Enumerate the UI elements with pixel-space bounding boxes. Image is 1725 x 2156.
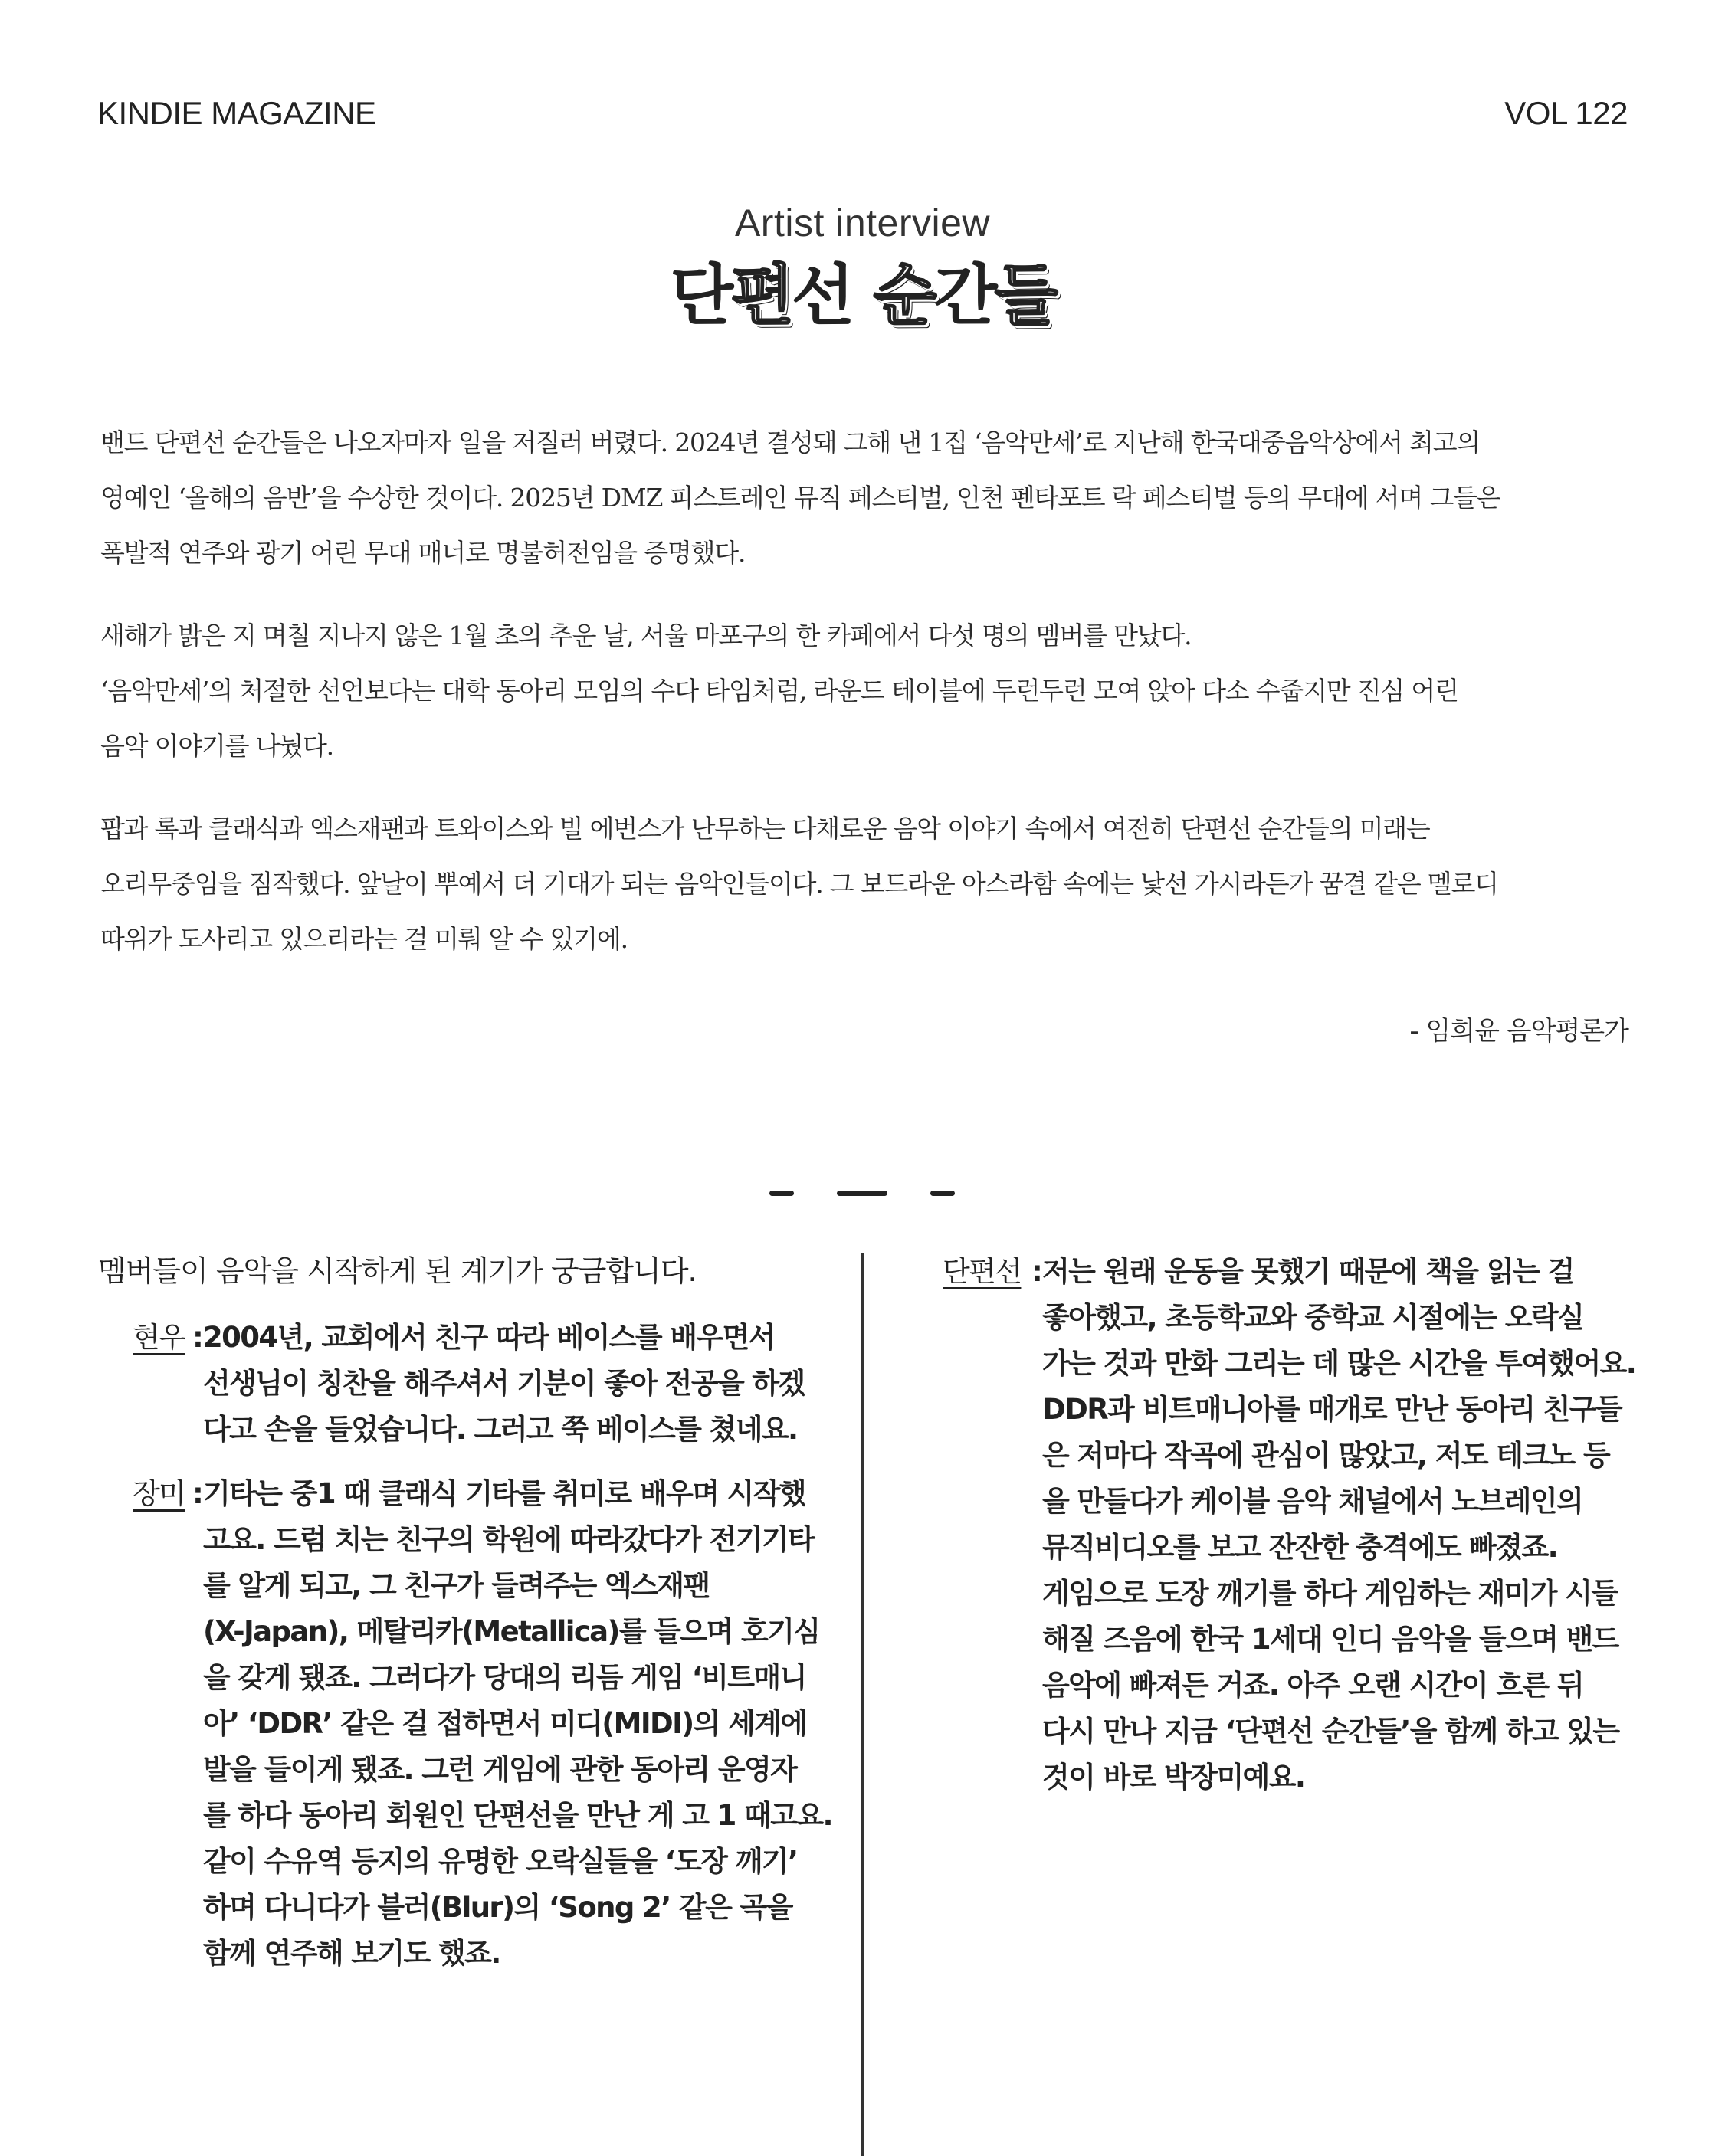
- magazine-name: KINDIE MAGAZINE: [97, 95, 376, 131]
- speaker-colon: :: [1031, 1255, 1042, 1288]
- answer-line: 고요. 드럼 치는 친구의 학원에 따라갔다가 전기기타: [203, 1523, 815, 1556]
- author-byline: - 임희윤 음악평론가: [1409, 1016, 1628, 1047]
- article-title: [0, 257, 1725, 334]
- answer-line: 뮤직비디오를 보고 잔잔한 충격에도 빠졌죠.: [1042, 1531, 1558, 1564]
- answer-line: (X-Japan), 메탈리카(Metallica)를 들으며 호기심: [203, 1615, 820, 1648]
- answer-line: 을 갖게 됐죠. 그러다가 당대의 리듬 게임 ‘비트매니: [203, 1661, 806, 1694]
- answer-line: 은 저마다 작곡에 관심이 많았고, 저도 테크노 등: [1042, 1439, 1610, 1472]
- intro-line: 따위가 도사리고 있으리라는 걸 미뤄 알 수 있기에.: [100, 924, 628, 954]
- intro-line: 오리무중임을 짐작했다. 앞날이 뿌예서 더 기대가 되는 음악인들이다. 그 보드라운 아스라함 속에는 낯선 가시라든가 꿈결 같은 멜로디: [100, 869, 1498, 899]
- column-divider: [861, 1253, 864, 2156]
- answer-line: 함께 연주해 보기도 했죠.: [203, 1937, 500, 1970]
- answer-line: 게임으로 도장 깨기를 하다 게임하는 재미가 시들: [1042, 1577, 1618, 1610]
- answer-text: [203, 1315, 805, 1453]
- answer-text: [1042, 1249, 1635, 1800]
- answer-line: 아’ ‘DDR’ 같은 걸 접하면서 미디(MIDI)의 세계에: [203, 1707, 807, 1740]
- answer-line: 음악에 빠져든 거죠. 아주 오랜 시간이 흐른 뒤: [1042, 1669, 1583, 1702]
- dash-short-left: [769, 1191, 794, 1196]
- answer-line: DDR과 비트매니아를 매개로 만난 동아리 친구들: [1042, 1393, 1622, 1426]
- interview-question: 멤버들이 음악을 시작하게 된 계기가 궁금합니다.: [98, 1254, 697, 1288]
- dash-short-right: [930, 1191, 955, 1196]
- answer-line: 하며 다니다가 블러(Blur)의 ‘Song 2’ 같은 곡을: [203, 1891, 792, 1924]
- answer-line: 것이 바로 박장미예요.: [1042, 1761, 1305, 1794]
- intro-line: 밴드 단편선 순간들은 나오자마자 일을 저질러 버렸다. 2024년 결성돼 그해 낸 1집 ‘음악만세’로 지난해 한국대중음악상에서 최고의: [100, 428, 1481, 457]
- speaker-colon: :: [192, 1321, 203, 1354]
- section-kicker: Artist interview: [734, 202, 991, 244]
- answer-text: [203, 1471, 832, 1977]
- answer-line: 다시 만나 지금 ‘단편선 순간들’을 함께 하고 있는: [1042, 1715, 1619, 1748]
- answer-line: 가는 것과 만화 그리는 데 많은 시간을 투여했어요.: [1042, 1347, 1636, 1380]
- intro-paragraph-2: [100, 608, 1633, 774]
- answer-line: 를 하다 동아리 회원인 단편선을 만난 게 고 1 때고요.: [203, 1799, 832, 1832]
- intro-line: ‘음악만세’의 처절한 선언보다는 대학 동아리 모임의 수다 타임처럼, 라운드 테이블에 두런두런 모여 앉아 다소 수줍지만 진심 어린: [100, 676, 1458, 706]
- answer-line: 2004년, 교회에서 친구 따라 베이스를 배우면서: [203, 1321, 775, 1354]
- answer-line: 같이 수유역 등지의 유명한 오락실들을 ‘도장 깨기’: [203, 1845, 798, 1878]
- speaker-name: 장미: [133, 1477, 185, 1510]
- intro-paragraph-3: [100, 801, 1633, 967]
- answer-line: 다고 손을 들었습니다. 그러고 쭉 베이스를 쳤네요.: [203, 1413, 798, 1446]
- intro-line: 새해가 밝은 지 며칠 지나지 않은 1월 초의 추운 날, 서울 마포구의 한 카페에서 다섯 명의 멤버를 만났다.: [100, 621, 1192, 650]
- section-divider: [769, 1191, 961, 1197]
- answer-line: 저는 원래 운동을 못했기 때문에 책을 읽는 걸: [1042, 1255, 1574, 1288]
- answer-line: 기타는 중1 때 클래식 기타를 취미로 배우며 시작했: [203, 1477, 805, 1510]
- dash-long-center: [837, 1191, 887, 1196]
- answer-line: 를 알게 되고, 그 친구가 들려주는 엑스재팬: [203, 1569, 710, 1602]
- title-char: 편: [730, 257, 792, 334]
- answer-line: 선생님이 칭찬을 해주셔서 기분이 좋아 전공을 하겠: [203, 1367, 805, 1400]
- volume-number: VOL 122: [1504, 95, 1628, 131]
- intro-line: 음악 이야기를 나눴다.: [100, 731, 333, 761]
- title-char: 들: [994, 257, 1055, 334]
- intro-line: 영예인 ‘올해의 음반’을 수상한 것이다. 2025년 DMZ 피스트레인 뮤직 페스티벌, 인천 펜타포트 락 페스티벌 등의 무대에 서며 그들은: [100, 483, 1500, 513]
- intro-paragraph-1: [100, 415, 1633, 581]
- masthead: [97, 95, 1628, 141]
- title-char: 선: [791, 257, 852, 334]
- answer-line: 해질 즈음에 한국 1세대 인디 음악을 들으며 밴드: [1042, 1623, 1618, 1656]
- answer-line: 좋아했고, 초등학교와 중학교 시절에는 오락실: [1042, 1301, 1584, 1334]
- answer-line: 을 만들다가 케이블 음악 채널에서 노브레인의: [1042, 1485, 1583, 1518]
- title-char: 단: [670, 257, 731, 334]
- answer-line: 발을 들이게 됐죠. 그런 게임에 관한 동아리 운영자: [203, 1753, 797, 1786]
- intro-line: 팝과 록과 클래식과 엑스재팬과 트와이스와 빌 에번스가 난무하는 다채로운 음악 이야기 속에서 여전히 단편선 순간들의 미래는: [100, 814, 1430, 844]
- title-char: 순: [873, 257, 934, 334]
- speaker-colon: :: [192, 1477, 203, 1510]
- title-char: 간: [933, 257, 995, 334]
- intro-line: 폭발적 연주와 광기 어린 무대 매너로 명불허전임을 증명했다.: [100, 538, 746, 568]
- speaker-name: 단편선: [943, 1255, 1022, 1288]
- speaker-name: 현우: [133, 1321, 185, 1354]
